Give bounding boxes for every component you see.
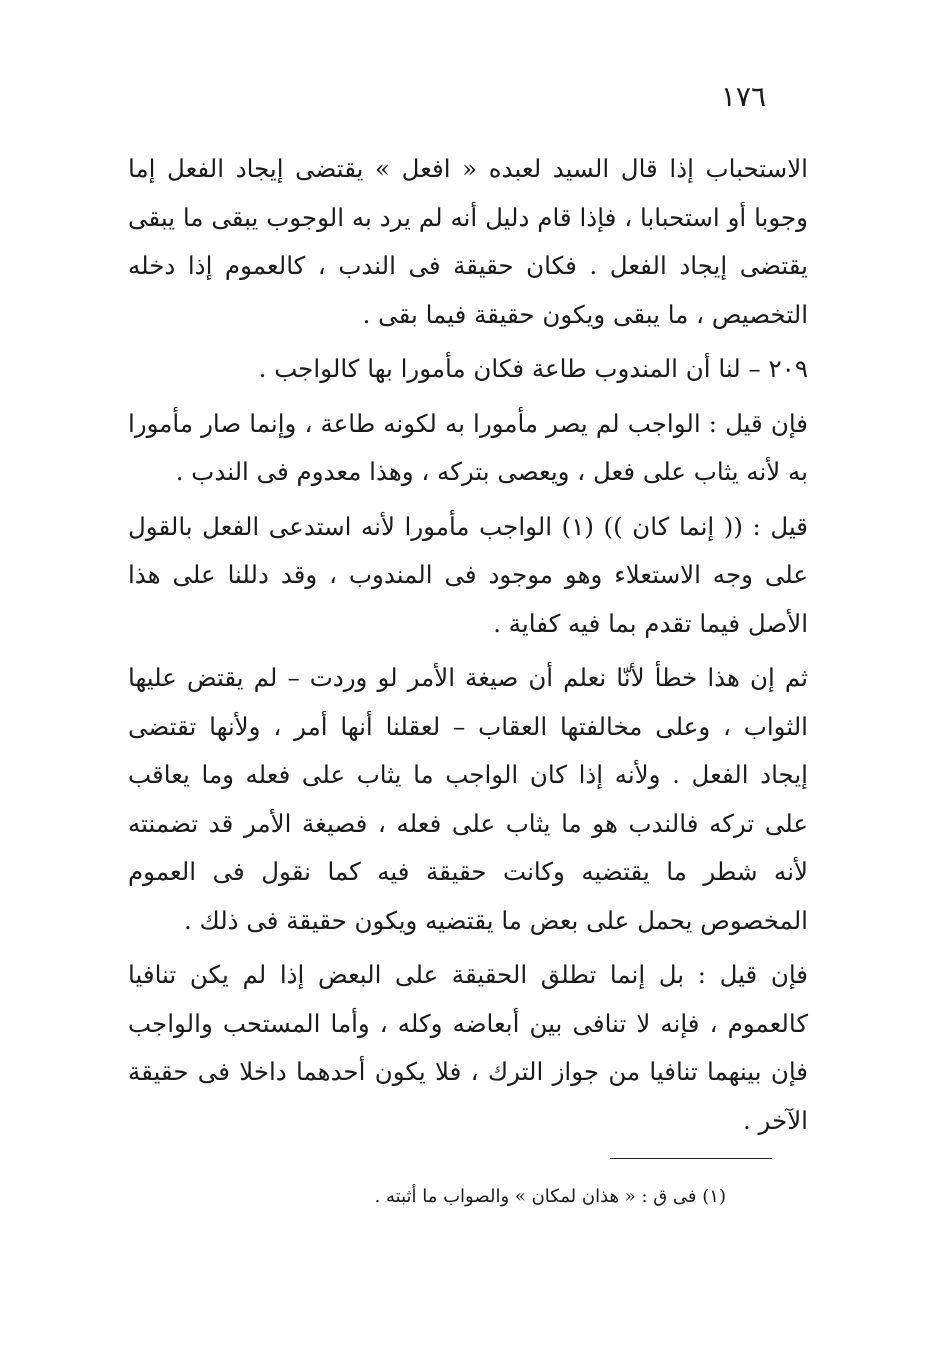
paragraph: فإن قيل : بل إنما تطلق الحقيقة على البعض إذا لم يكن تنافيا كالعموم ، فإنه لا تنافى بين أبعاضه وكله ، وأما المستحب والواجب فإن بينهما تنافيا من جواز الترك ، فلا يكون أحدهما داخلا فى حقيقة الآخر . (128, 960, 808, 1135)
footnote-divider (610, 1158, 772, 1159)
paragraph: قيل : (( إنما كان )) (١) الواجب مأمورا لأنه استدعى الفعل بالقول على وجه الاستعلاء وهو موجود فى المندوب ، وقد دللنا على هذا الأصل فيما تقدم بما فيه كفاية . (128, 511, 808, 638)
page-number: ١٧٦ (720, 80, 766, 113)
footnote: (١) فى ق : « هذان لمكان » والصواب ما أثبته . (374, 1186, 726, 1207)
paragraph: فإن قيل : الواجب لم يصر مأمورا به لكونه طاعة ، وإنما صار مأمورا به لأنه يثاب على فعل ، ويعصى بتركه ، وهذا معدوم فى الندب . (128, 408, 808, 486)
paragraph: ٢٠٩ – لنا أن المندوب طاعة فكان مأمورا بها كالواجب . (258, 354, 808, 383)
paragraph: ثم إن هذا خطأ لأنّا نعلم أن صيغة الأمر لو وردت – لم يقتض عليها الثواب ، وعلى مخالفتها العقاب – لعقلنا أنها أمر ، ولأنها تقتضى إيجاد الفعل . ولأنه إذا كان الواجب ما يثاب على فعله وما يعاقب على تركه فالندب هو ما يثاب على فعله ، فصيغة الأمر قد تضمنته لأنه شطر ما يقتضيه وكانت حقيقة فيه كما نقول فى العموم المخصوص يحمل على بعض ما يقتضيه ويكون حقيقة فى ذلك . (128, 663, 808, 935)
main-text (128, 145, 808, 1145)
paragraph: الاستحباب إذا قال السيد لعبده « افعل » يقتضى إيجاد الفعل إما وجوبا أو استحبابا ، فإذا قام دليل أنه لم يرد به الوجوب يبقى ما يبقى يقتضى إيجاد الفعل . فكان حقيقة فى الندب ، كالعموم إذا دخله التخصيص ، ما يبقى ويكون حقيقة فيما بقى . (128, 154, 808, 329)
